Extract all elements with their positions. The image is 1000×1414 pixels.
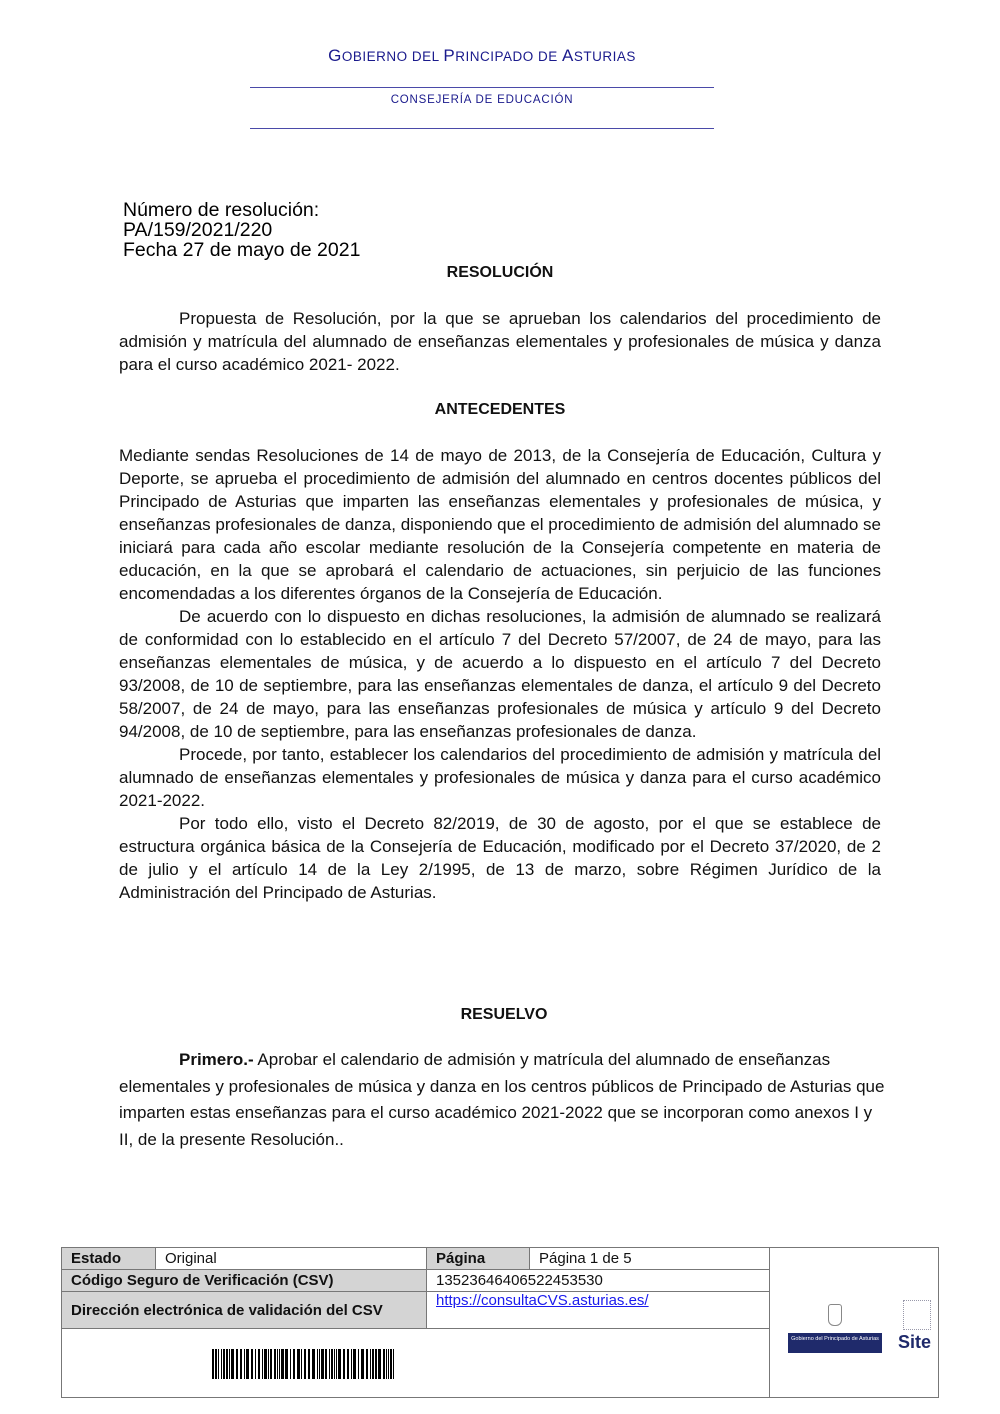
antecedentes-paragraph: Por todo ello, visto el Decreto 82/2019, de 30 de agosto, por el que se establece de estructura orgánica básica de la Consejería de Educación, modificado por el Decreto 37/2020, de 2 de julio y el artículo 14 de la Ley 2/1995, de 13 de marzo, sobre Régimen Jurídico de la Administración del Principado de Asturias. [119,814,881,902]
barcode-bar [281,1349,284,1379]
site-logo-text: Site [898,1332,932,1352]
resolution-date: Fecha 27 de mayo de 2021 [123,239,361,261]
resolution-number-label: Número de resolución: [123,199,320,221]
barcode-bar [386,1349,387,1379]
barcode-bar [325,1349,327,1379]
antecedentes-paragraph: Mediante sendas Resoluciones de 14 de mayo de 2013, de la Consejería de Educación, Cultura y Deporte, se aprueba el procedimiento de admisión del alumnado en centros docentes públicos del Principado de Asturias que imparten las enseñanzas elementales y profesionales de música, y enseñanzas profesionales de danza, disponiendo que el procedimiento de admisión del alumnado se iniciará para cada año escolar mediante resolución de la Consejería competente en materia de educación, en la que se aprobará el calendario de actuaciones, sin perjuicio de las funciones encomendadas a los diferentes órganos de la Consejería de Educación. [119,446,881,603]
estado-label: Estado [62,1248,156,1270]
barcode-bar [304,1349,306,1379]
barcode-bar [229,1349,230,1379]
org-name: GOBIERNO DEL PRINCIPADO DE ASTURIAS [328,46,636,65]
validation-url-link[interactable]: https://consultaCVS.asturias.es/ [436,1292,649,1309]
department-name: CONSEJERÍA DE EDUCACIÓN [390,94,574,106]
barcode-bar [262,1349,263,1379]
barcode-bar [393,1349,394,1379]
barcode-bar [331,1349,333,1379]
coat-of-arms-icon [828,1304,842,1326]
barcode-bar [353,1349,356,1379]
barcode-bar [378,1349,381,1379]
barcode-bar [277,1349,278,1379]
title-antecedentes: ANTECEDENTES [434,401,566,418]
title-resuelvo: RESUELVO [460,1006,548,1023]
barcode-cell [62,1329,770,1398]
pagina-value: Página 1 de 5 [530,1248,770,1270]
barcode-bar [329,1349,330,1379]
verification-table [61,1247,939,1398]
barcode-bar [321,1349,324,1379]
barcode-bar [297,1349,300,1379]
antecedentes-paragraph: De acuerdo con lo dispuesto en dichas resoluciones, la admisión de alumnado se realizará de conformidad con lo establecido en el artículo 7 del Decreto 57/2007, de 24 de mayo, para las enseñanzas elementales de música, y de acuerdo a lo dispuesto en el artículo 7 del Decreto 93/2008, de 10 de septiembre, para las enseñanzas elementales de danza, el artículo 9 del Decreto 58/2007, de 24 de mayo, para las enseñanzas profesionales de música y artículo 9 del Decreto 94/2008, de 10 de septiembre, para las enseñanzas profesionales de danza. [119,607,881,741]
barcode-bar [317,1349,318,1379]
resolution-number: PA/159/2021/220 [123,219,273,241]
barcode-bar [264,1349,267,1379]
antecedentes-paragraph: Procede, por tanto, establecer los calendarios del procedimiento de admisión y matrícula del alumnado de enseñanzas elementales y profesionales de música y danza para el curso académico 2021-2022. [119,745,881,810]
barcode-bar [319,1349,320,1379]
barcode-bar [351,1349,352,1379]
primero-paragraph [119,1047,889,1153]
barcode-bar [226,1349,228,1379]
title-resolucion: RESOLUCIÓN [446,264,554,281]
barcode-bar [231,1349,234,1379]
barcode [212,1349,397,1379]
barcode-bar [308,1349,310,1379]
site-logo-icon [903,1300,931,1330]
barcode-bar [347,1349,349,1379]
barcode-bar [223,1349,225,1379]
pagina-label: Página [427,1248,530,1270]
divider [250,128,714,129]
barcode-bar [268,1349,269,1379]
barcode-bar [334,1349,335,1379]
barcode-bar [258,1349,260,1379]
barcode-bar [366,1349,368,1379]
barcode-bar [240,1349,242,1379]
barcode-bar [270,1349,272,1379]
barcode-bar [246,1349,249,1379]
resolution-info [123,200,360,260]
barcode-bar [293,1349,295,1379]
barcode-bar [388,1349,389,1379]
barcode-bar [236,1349,238,1379]
url-label: Dirección electrónica de validación del CSV [62,1292,427,1329]
barcode-bar [358,1349,359,1379]
barcode-bar [285,1349,288,1379]
barcode-bar [338,1349,341,1379]
barcode-bar [343,1349,345,1379]
antecedentes-section [119,444,881,904]
barcode-bar [218,1349,219,1379]
barcode-bar [244,1349,245,1379]
intro-text: Propuesta de Resolución, por la que se aprueban los calendarios del procedimiento de admisión y matrícula del alumnado de enseñanzas elementales y profesionales de música y danza para el curso académico 2021- 2022. [119,309,881,374]
csv-label: Código Seguro de Verificación (CSV) [62,1270,427,1292]
barcode-bar [390,1349,392,1379]
barcode-bar [274,1349,276,1379]
estado-value: Original [156,1248,427,1270]
barcode-bar [279,1349,280,1379]
barcode-bar [221,1349,222,1379]
primero-text: Aprobar el calendario de admisión y matrícula del alumnado de enseñanzas elementales y profesionales de música y danza en los centros públicos de Principado de Asturias que imparten estas enseñanzas para el curso académico 2021-2022 que se incorporan como anexos I y II, de la presente Resolución.. [119,1050,885,1149]
barcode-bar [375,1349,377,1379]
barcode-bar [251,1349,253,1379]
gobierno-logo: Gobierno del Principado de Asturias [788,1333,882,1353]
barcode-bar [215,1349,217,1379]
csv-value: 13523646406522453530 [427,1270,770,1292]
barcode-bar [383,1349,385,1379]
intro-paragraph [119,307,881,376]
barcode-bar [312,1349,315,1379]
barcode-bar [212,1349,214,1379]
logos-cell [770,1248,939,1398]
barcode-bar [290,1349,291,1379]
barcode-bar [255,1349,256,1379]
barcode-bar [372,1349,374,1379]
primero-label: Primero.- [179,1050,254,1069]
barcode-bar [370,1349,371,1379]
barcode-bar [361,1349,364,1379]
barcode-bar [336,1349,337,1379]
barcode-bar [301,1349,302,1379]
divider [250,87,714,88]
